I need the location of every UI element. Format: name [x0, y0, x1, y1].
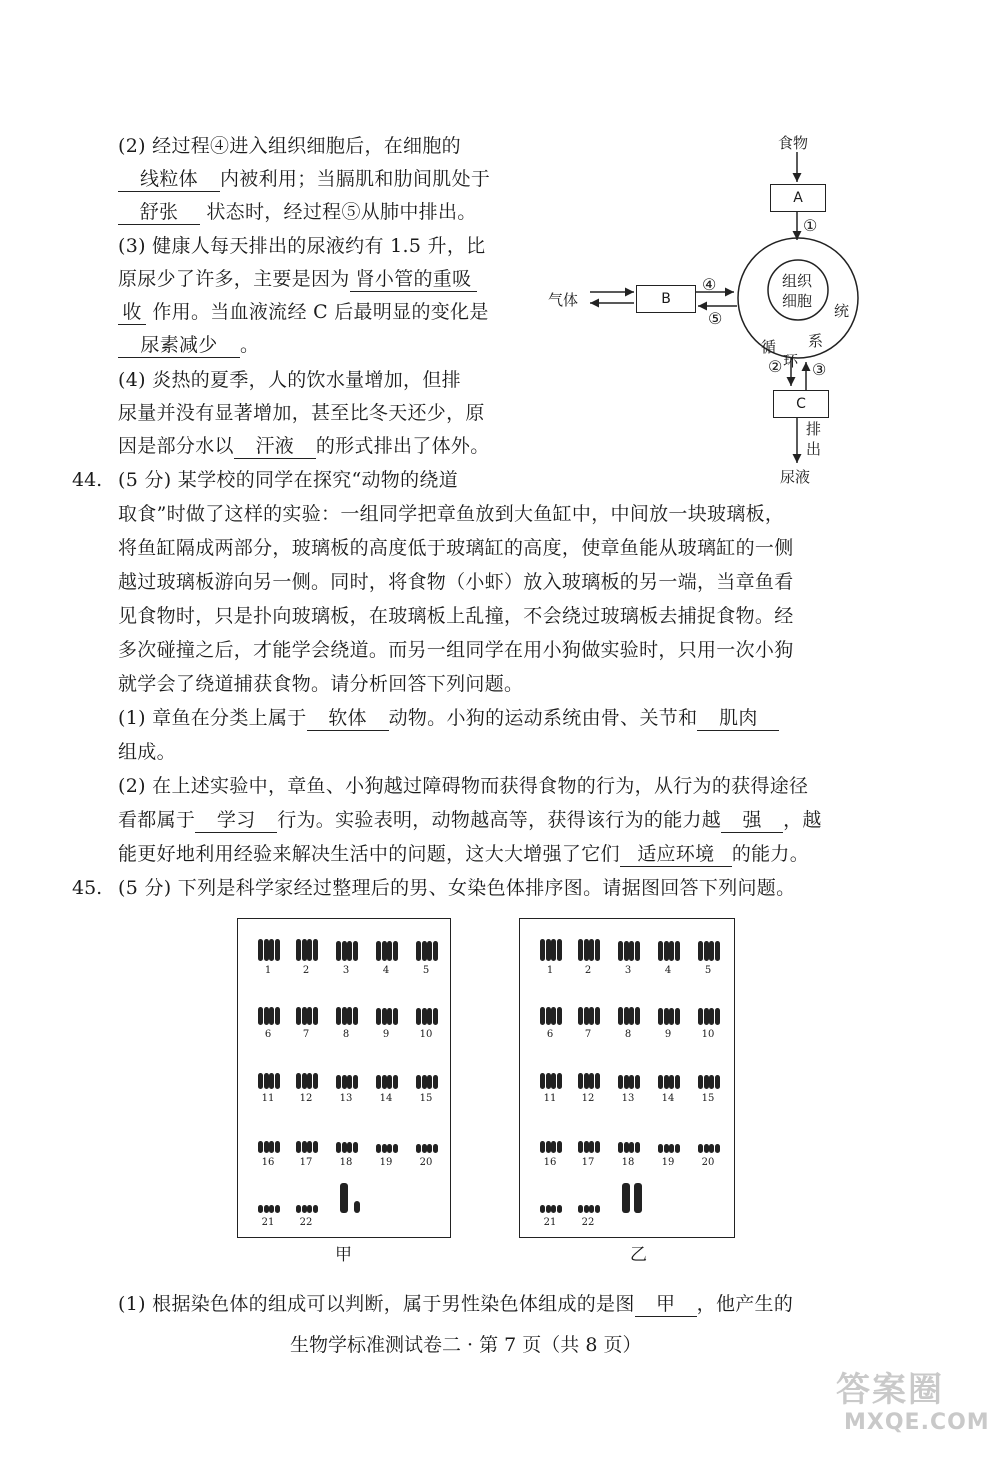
chromosome-number-label: 5	[422, 965, 430, 976]
chromosome-pair-22	[576, 1205, 600, 1213]
chromosome-pair-12	[576, 1073, 600, 1089]
chromosome-pair-18	[334, 1142, 358, 1153]
chromosome-number-label: 15	[419, 1093, 433, 1104]
chromosome-number-label: 8	[342, 1029, 350, 1040]
chromosome-number-label: 11	[543, 1093, 557, 1104]
answer-sweat: 汗液	[234, 434, 316, 459]
label-gas: 气体	[548, 291, 579, 309]
q43-p2-line1: (2) 经过程④进入组织细胞后，在细胞的	[118, 135, 461, 157]
chromosome-number-label: 19	[661, 1157, 675, 1168]
watermark-logo-text: 答案圈	[836, 1370, 944, 1410]
answer-reabsorption-part2: 收	[118, 300, 146, 325]
q43-p3-line3: 收 作用。当血液流经 C 后最明显的变化是	[118, 298, 489, 326]
chromosome-pair-21	[538, 1205, 562, 1213]
label-process-4: ④	[702, 275, 717, 294]
chromosome-number-label: 1	[546, 965, 554, 976]
q43-p4-line2: 尿量并没有显著增加，甚至比冬天还少，原	[118, 402, 485, 424]
chromosome-pair-10	[696, 1008, 720, 1025]
chromosome-pair-16	[256, 1141, 280, 1153]
q44-sub2-line3: 能更好地利用经验来解决生活中的问题，这大大增强了它们 适应环境 的能力。	[118, 843, 810, 865]
caption-yi: 乙	[630, 1245, 647, 1265]
chromosome-pair-19	[656, 1144, 680, 1153]
q45-number: 45.	[72, 877, 103, 899]
chromosome-pair-12	[294, 1073, 318, 1089]
chromosome-pair-3	[334, 941, 358, 961]
q44-line5: 见食物时，只是扑向玻璃板，在玻璃板上乱撞，不会绕过玻璃板去捕捉食物。经	[118, 605, 794, 627]
chromosome-number-label: 22	[581, 1217, 595, 1228]
chromosome-number-label: 3	[624, 965, 632, 976]
answer-learning: 学习	[195, 808, 277, 833]
box-b: B	[636, 285, 696, 313]
sex-chromosome-pair	[620, 1183, 646, 1213]
chromosome-pair-6	[256, 1007, 280, 1025]
chromosome-pair-2	[294, 939, 318, 961]
label-ring-xi: 系	[808, 332, 824, 350]
watermark-site: MXQE.COM	[844, 1410, 990, 1435]
karyotype-yi	[519, 918, 735, 1238]
answer-adapt: 适应环境	[620, 842, 732, 867]
q44-line1: (5 分) 某学校的同学在探究“动物的绕道	[118, 469, 459, 491]
chromosome-pair-14	[374, 1075, 398, 1089]
q44-sub1-line2: 组成。	[118, 741, 176, 763]
chromosome-pair-1	[538, 939, 562, 961]
chromosome-number-label: 20	[419, 1157, 433, 1168]
chromosome-pair-9	[374, 1008, 398, 1025]
q44-sub2-line2: 看都属于 学习 行为。实验表明，动物越高等，获得该行为的能力越 强 ，越	[118, 809, 822, 831]
q44-line6: 多次碰撞之后，才能学会绕道。而另一组同学在用小狗做实验时，只用一次小狗	[118, 639, 794, 661]
chromosome-pair-7	[576, 1007, 600, 1025]
label-cell: 细胞	[782, 292, 813, 310]
chromosome-pair-17	[576, 1141, 600, 1153]
chromosome-pair-18	[616, 1142, 640, 1153]
chromosome-number-label: 17	[581, 1157, 595, 1168]
q45-line1: (5 分) 下列是科学家经过整理后的男、女染色体排序图。请据图回答下列问题。	[118, 877, 796, 899]
chromosome-number-label: 12	[299, 1093, 313, 1104]
chromosome-number-label: 10	[701, 1029, 715, 1040]
answer-reabsorption-part1: 肾小管的重吸	[350, 267, 478, 292]
sex-chromosome-pair	[338, 1183, 364, 1213]
chromosome-pair-1	[256, 939, 280, 961]
chromosome-pair-22	[294, 1205, 318, 1213]
chromosome-pair-17	[294, 1141, 318, 1153]
chromosome-number-label: 4	[382, 965, 390, 976]
label-urine: 尿液	[780, 468, 811, 486]
chromosome-pair-4	[656, 941, 680, 961]
q44-line2: 取食”时做了这样的实验：一组同学把章鱼放到大鱼缸中，中间放一块玻璃板，	[118, 503, 785, 525]
chromosome-number-label: 12	[581, 1093, 595, 1104]
box-a: A	[770, 184, 826, 212]
q43-p3-line4: 尿素减少 。	[118, 331, 259, 359]
page-footer: 生物学标准测试卷二 · 第 7 页（共 8 页）	[290, 1334, 642, 1356]
chromosome-number-label: 10	[419, 1029, 433, 1040]
chromosome-pair-10	[414, 1008, 438, 1025]
chromosome-pair-15	[414, 1075, 438, 1089]
chromosome-number-label: 14	[379, 1093, 393, 1104]
chromosome-pair-13	[334, 1075, 358, 1089]
chromosome-pair-3	[616, 941, 640, 961]
chromosome-number-label: 16	[543, 1157, 557, 1168]
q44-line4: 越过玻璃板游向另一侧。同时，将食物（小虾）放入玻璃板的另一端，当章鱼看	[118, 571, 794, 593]
chromosome-pair-5	[696, 941, 720, 961]
chromosome-pair-9	[656, 1008, 680, 1025]
chromosome-pair-13	[616, 1075, 640, 1089]
chromosome-number-label: 9	[382, 1029, 390, 1040]
label-food: 食物	[778, 134, 809, 152]
q43-p3-line2: 原尿少了许多，主要是因为 肾小管的重吸	[118, 265, 477, 293]
label-excrete-1: 排	[806, 420, 822, 438]
chromosome-number-label: 2	[584, 965, 592, 976]
chromosome-number-label: 17	[299, 1157, 313, 1168]
chromosome-number-label: 19	[379, 1157, 393, 1168]
chromosome-number-label: 14	[661, 1093, 675, 1104]
chromosome-pair-7	[294, 1007, 318, 1025]
chromosome-pair-11	[256, 1073, 280, 1089]
answer-mitochondria: 线粒体	[118, 167, 220, 192]
q44-sub1-line1: (1) 章鱼在分类上属于 软体 动物。小狗的运动系统由骨、关节和 肌肉	[118, 704, 779, 732]
karyotype-jia	[237, 918, 451, 1238]
label-process-2: ②	[768, 357, 783, 376]
chromosome-number-label: 22	[299, 1217, 313, 1228]
chromosome-number-label: 1	[264, 965, 272, 976]
answer-strong: 强	[721, 808, 783, 833]
chromosome-pair-2	[576, 939, 600, 961]
chromosome-number-label: 13	[621, 1093, 635, 1104]
chromosome-number-label: 21	[543, 1217, 557, 1228]
chromosome-pair-8	[616, 1007, 640, 1025]
label-process-5: ⑤	[708, 309, 723, 328]
chromosome-number-label: 16	[261, 1157, 275, 1168]
chromosome-pair-11	[538, 1073, 562, 1089]
chromosome-number-label: 6	[264, 1029, 272, 1040]
chromosome-pair-4	[374, 941, 398, 961]
answer-urea-decrease: 尿素减少	[118, 333, 240, 358]
chromosome-number-label: 7	[584, 1029, 592, 1040]
label-ring-huan: 环	[783, 352, 799, 370]
chromosome-number-label: 13	[339, 1093, 353, 1104]
answer-mollusk: 软体	[307, 706, 389, 731]
q44-sub2-line1: (2) 在上述实验中，章鱼、小狗越过障碍物而获得食物的行为，从行为的获得途径	[118, 775, 809, 797]
q43-p4-line3: 因是部分水以 汗液 的形式排出了体外。	[118, 435, 490, 457]
chromosome-pair-8	[334, 1007, 358, 1025]
chromosome-pair-14	[656, 1075, 680, 1089]
chromosome-number-label: 8	[624, 1029, 632, 1040]
q43-p2-line2: 线粒体 内被利用；当膈肌和肋间肌处于	[118, 165, 490, 193]
answer-muscle: 肌肉	[697, 706, 779, 731]
chromosome-number-label: 5	[704, 965, 712, 976]
label-process-1: ①	[803, 216, 818, 235]
q43-p2-line3: 舒张 状态时，经过程⑤从肺中排出。	[118, 198, 477, 226]
q44-line7: 就学会了绕道捕获食物。请分析回答下列问题。	[118, 673, 524, 695]
chromosome-pair-16	[538, 1141, 562, 1153]
q45-sub1-line1: (1) 根据染色体的组成可以判断，属于男性染色体组成的是图 甲 ，他产生的	[118, 1293, 794, 1315]
chromosome-number-label: 7	[302, 1029, 310, 1040]
chromosome-number-label: 9	[664, 1029, 672, 1040]
label-process-3: ③	[812, 360, 827, 379]
chromosome-pair-21	[256, 1205, 280, 1213]
chromosome-number-label: 20	[701, 1157, 715, 1168]
chromosome-number-label: 21	[261, 1217, 275, 1228]
answer-relax: 舒张	[118, 200, 200, 225]
label-excrete-2: 出	[806, 440, 822, 458]
label-tissue: 组织	[782, 272, 813, 290]
chromosome-number-label: 2	[302, 965, 310, 976]
chromosome-number-label: 4	[664, 965, 672, 976]
answer-figure-jia: 甲	[635, 1292, 697, 1317]
box-c: C	[773, 390, 829, 418]
q44-line3: 将鱼缸隔成两部分，玻璃板的高度低于玻璃缸的高度，使章鱼能从玻璃缸的一侧	[118, 537, 794, 559]
chromosome-number-label: 18	[339, 1157, 353, 1168]
chromosome-number-label: 6	[546, 1029, 554, 1040]
chromosome-number-label: 18	[621, 1157, 635, 1168]
chromosome-pair-20	[696, 1144, 720, 1153]
chromosome-number-label: 3	[342, 965, 350, 976]
chromosome-number-label: 15	[701, 1093, 715, 1104]
chromosome-pair-19	[374, 1144, 398, 1153]
caption-jia: 甲	[335, 1245, 352, 1265]
chromosome-pair-20	[414, 1144, 438, 1153]
q44-number: 44.	[72, 469, 103, 491]
label-ring-xun: 循	[761, 338, 777, 356]
label-ring-tong: 统	[834, 302, 850, 320]
q43-p4-line1: (4) 炎热的夏季，人的饮水量增加，但排	[118, 369, 461, 391]
chromosome-pair-15	[696, 1075, 720, 1089]
chromosome-pair-6	[538, 1007, 562, 1025]
chromosome-pair-5	[414, 941, 438, 961]
chromosome-number-label: 11	[261, 1093, 275, 1104]
q43-p3-line1: (3) 健康人每天排出的尿液约有 1.5 升，比	[118, 235, 486, 257]
